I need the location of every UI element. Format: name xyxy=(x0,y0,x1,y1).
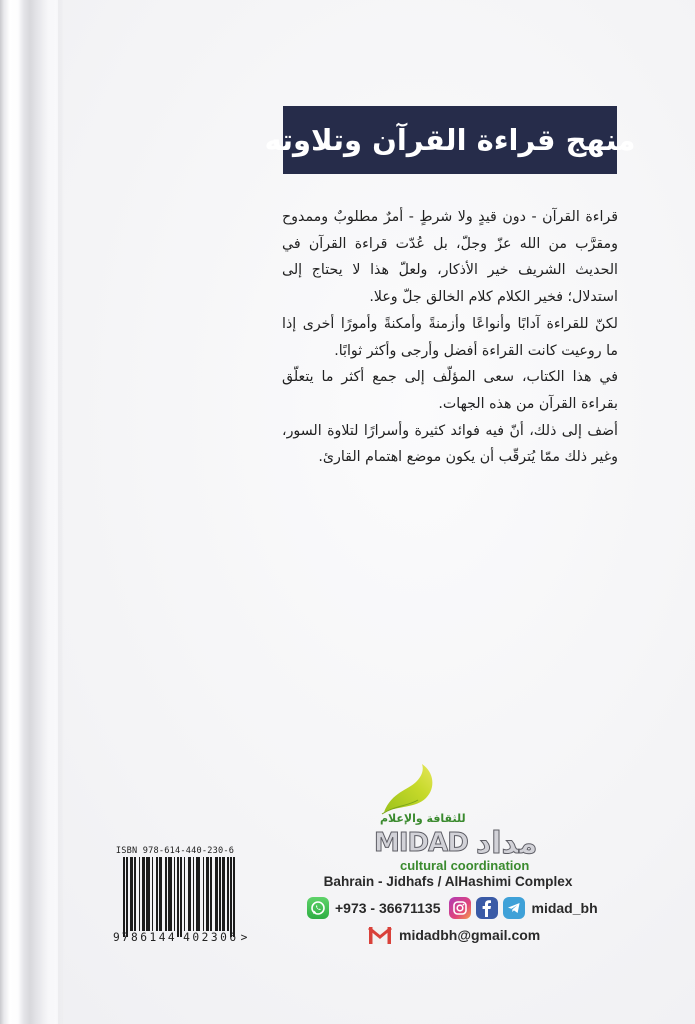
publisher-contact xyxy=(290,872,630,948)
publisher-logo xyxy=(360,762,560,872)
facebook-icon xyxy=(476,897,498,919)
hinge-shadow xyxy=(58,0,64,1024)
barcode-bars xyxy=(123,857,237,931)
barcode-group-1: 786144 xyxy=(121,931,178,944)
logo-tagline: cultural coordination xyxy=(400,858,530,873)
blurb-paragraph-1: قراءة القرآن - دون قيدٍ ولا شرطٍ - أمرٌ مطلوبٌ وممدوح ومقرَّب من الله عزّ وجلّ، بل عُدّت قراءة القرآن في الحديث الشريف خير الأذكار، ولعلّ هذا لا يحتاج إلى استدلال؛ فخير الكلام كلام الخالق جلّ وعلا. xyxy=(282,209,618,306)
barcode-digits xyxy=(113,931,248,945)
book-spine xyxy=(0,0,62,1024)
book-title: منهج قراءة القرآن وتلاوته xyxy=(264,123,636,157)
social-handle: midad_bh xyxy=(531,900,598,916)
barcode-group-2: 402306 xyxy=(183,931,239,944)
blurb-paragraph-3: في هذا الكتاب، سعى المؤلّف إلى جمع أكثر ما يتعلّق بقراءة القرآن من هذه الجهات. xyxy=(282,369,618,412)
logo-arabic-name: مداد xyxy=(475,825,538,861)
blurb-paragraph-4: أضف إلى ذلك، أنّ فيه فوائد كثيرة وأسرارًا لتلاوة السور، وغير ذلك ممّا يُترقّب أن يكون موضع اهتمام القارئ. xyxy=(282,422,618,466)
phone-number: +973 - 36671135 xyxy=(335,900,441,916)
blurb-paragraph-2: لكنّ للقراءة آدابًا وأنواعًا وأزمنةً وأمكنةً وأمورًا أخرى إذا ما روعيت كانت القراءة أفضل وأرجى وأكثر ثوابًا. xyxy=(282,315,618,359)
publisher-address: Bahrain - Jidhafs / AlHashimi Complex xyxy=(323,874,573,889)
logo-arabic-subtitle: للثقافة والإعلام xyxy=(380,812,466,825)
isbn-barcode xyxy=(113,845,248,950)
isbn-label: ISBN 978-614-440-230-6 xyxy=(115,846,235,856)
logo-latin-name: MIDAD xyxy=(374,828,468,858)
gmail-icon xyxy=(368,925,392,945)
title-banner xyxy=(264,106,636,174)
whatsapp-icon xyxy=(307,897,329,919)
telegram-icon xyxy=(503,897,525,919)
instagram-icon xyxy=(449,897,471,919)
social-row xyxy=(290,894,630,922)
logo-wordmark xyxy=(374,826,537,860)
barcode-quiet-marker: > xyxy=(240,931,248,944)
barcode-first-digit: 9 xyxy=(113,931,120,944)
book-blurb xyxy=(282,204,618,471)
email-address: midadbh@gmail.com xyxy=(399,927,541,943)
email-row xyxy=(368,922,630,948)
